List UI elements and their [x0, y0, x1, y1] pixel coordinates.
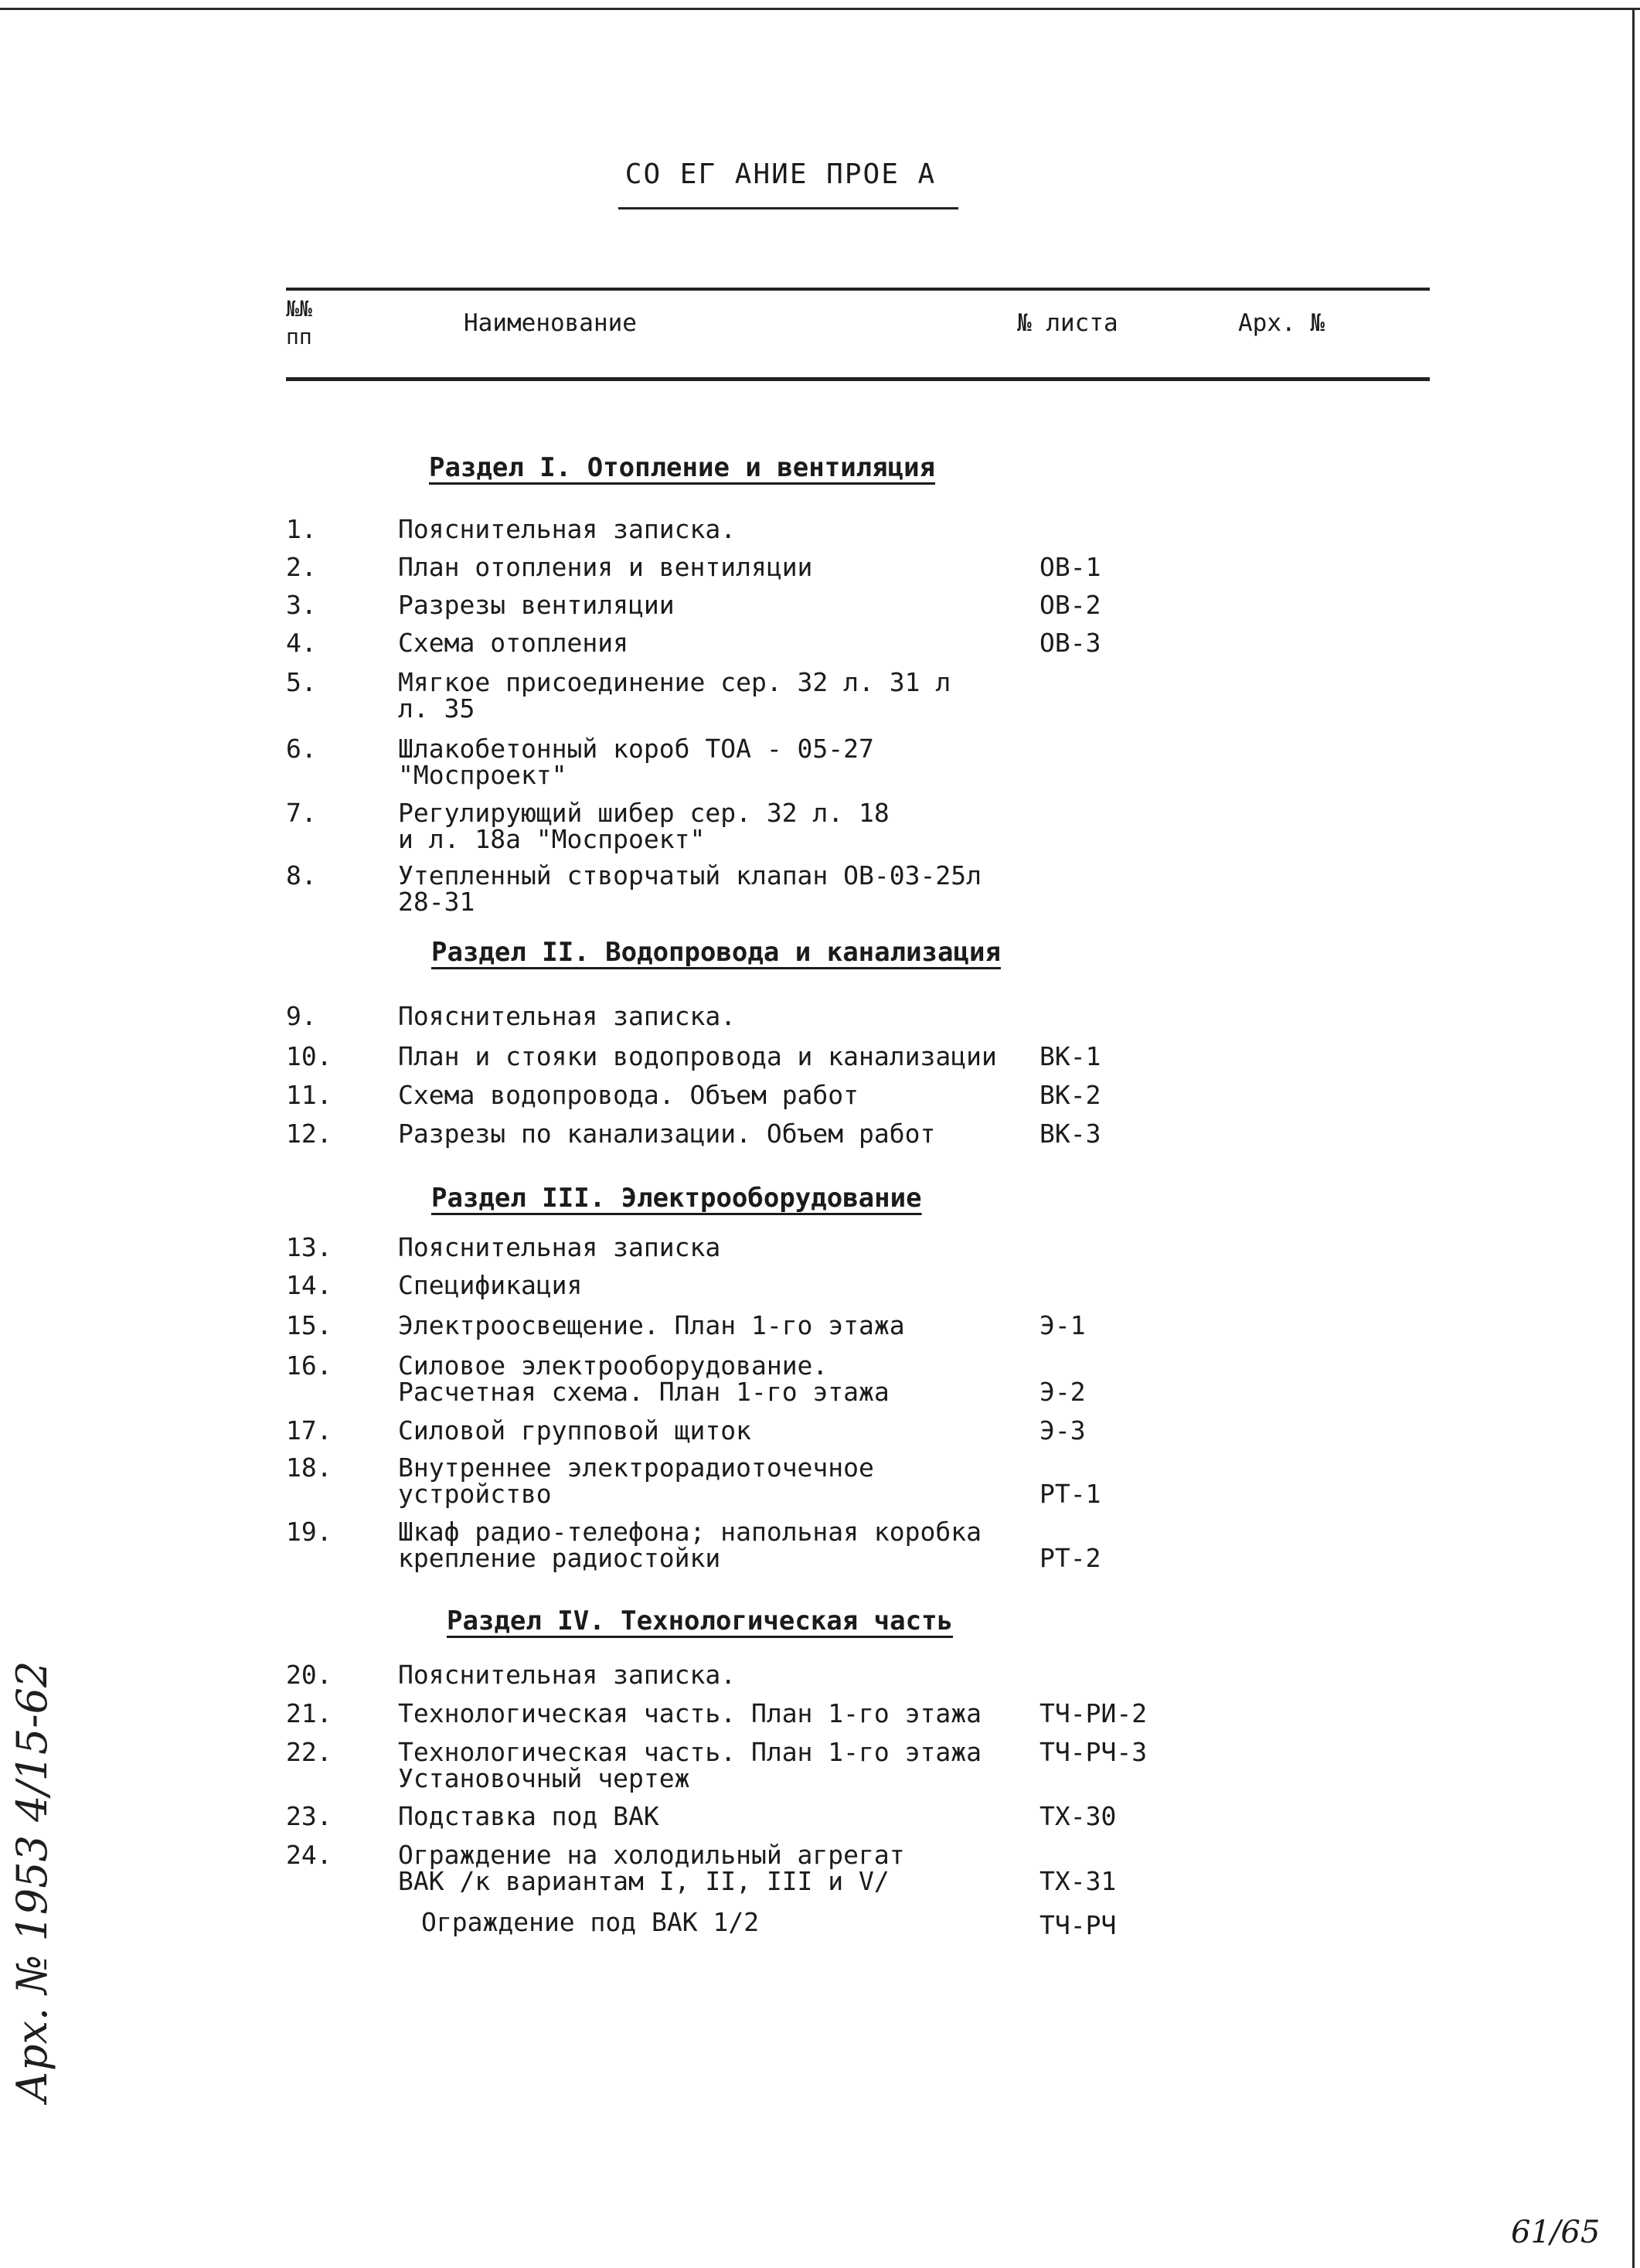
row-number: 19.	[286, 1517, 332, 1547]
row-name: Пояснительная записка	[398, 1232, 721, 1262]
row-number: 12.	[286, 1119, 332, 1149]
header-rule-bottom	[286, 377, 1430, 381]
section-title: Раздел II. Водопровода и канализация	[431, 937, 1001, 968]
row-name: Спецификация	[398, 1270, 583, 1300]
header-col-name: Наименование	[464, 309, 637, 337]
page-number: 61/65	[1511, 2215, 1601, 2250]
section-title: Раздел I. Отопление и вентиляция	[429, 452, 936, 483]
row-name: Ограждение на холодильный агрегат ВАК /к вариантам I, II, III и V/	[398, 1840, 905, 1896]
document-title: СО ЕГ АНИЕ ПРОЕ А	[624, 158, 937, 190]
row-number: 11.	[286, 1080, 332, 1110]
row-sheet: РТ-2	[1039, 1543, 1101, 1573]
row-sheet: ОВ-3	[1039, 628, 1101, 658]
section-title: Раздел III. Электрооборудование	[431, 1183, 922, 1214]
row-number: 18.	[286, 1452, 332, 1483]
row-name: Силовое электрооборудование. Расчетная схема. План 1-го этажа	[398, 1350, 890, 1407]
row-name: Схема водопровода. Объем работ	[398, 1080, 859, 1110]
row-name: Ограждение под ВАК 1/2	[421, 1907, 760, 1937]
row-number: 21.	[286, 1698, 332, 1728]
row-number: 15.	[286, 1310, 332, 1340]
row-name: Пояснительная записка.	[398, 1660, 737, 1690]
header-rule-top	[286, 288, 1430, 291]
row-sheet: Э-1	[1039, 1310, 1086, 1340]
page-border-right	[1632, 8, 1635, 2268]
archive-stamp: Арх. № 1953 4/15-62	[8, 1660, 56, 2103]
row-number: 8.	[286, 860, 317, 891]
row-name: Мягкое присоединение сер. 32 л. 31 л л. 35	[398, 667, 951, 724]
row-sheet: ОВ-1	[1039, 552, 1101, 582]
row-sheet: ТХ-31	[1039, 1866, 1117, 1896]
row-sheet: ОВ-2	[1039, 590, 1101, 620]
row-name: Пояснительная записка.	[398, 1001, 737, 1031]
row-name: Электроосвещение. План 1-го этажа	[398, 1310, 905, 1340]
row-name: План и стояки водопровода и канализации	[398, 1041, 997, 1071]
row-sheet: Э-2	[1039, 1377, 1086, 1407]
row-number: 17.	[286, 1415, 332, 1446]
row-name: Шкаф радио-телефона; напольная коробка крепление радиостойки	[398, 1517, 982, 1573]
row-name: Разрезы по канализации. Объем работ	[398, 1119, 936, 1149]
row-number: 1.	[286, 514, 317, 544]
header-col-num: №№ пп	[286, 296, 312, 349]
row-name: Технологическая часть. План 1-го этажа Установочный чертеж	[398, 1737, 982, 1793]
row-number: 3.	[286, 590, 317, 620]
row-number: 4.	[286, 628, 317, 658]
header-col-sheet: № листа	[1017, 309, 1118, 337]
row-number: 14.	[286, 1270, 332, 1300]
header-col-arch: Арх. №	[1238, 309, 1325, 337]
row-number: 6.	[286, 734, 317, 764]
page-border-top	[0, 8, 1640, 10]
row-name: Технологическая часть. План 1-го этажа	[398, 1698, 982, 1728]
row-number: 5.	[286, 667, 317, 697]
row-sheet: РТ-1	[1039, 1479, 1101, 1509]
row-name: Регулирующий шибер сер. 32 л. 18 и л. 18а "Моспроект"	[398, 798, 890, 854]
row-name: Силовой групповой щиток	[398, 1415, 751, 1446]
row-sheet: ТЧ-РЧ-3	[1039, 1737, 1148, 1767]
section-title: Раздел IV. Технологическая часть	[447, 1606, 954, 1636]
row-number: 13.	[286, 1232, 332, 1262]
row-number: 23.	[286, 1801, 332, 1831]
title-underline	[618, 207, 958, 209]
row-sheet: ТЧ-РЧ	[1039, 1910, 1117, 1940]
row-name: Пояснительная записка.	[398, 514, 737, 544]
row-sheet: ВК-1	[1039, 1041, 1101, 1071]
row-number: 16.	[286, 1350, 332, 1381]
row-sheet: ТЧ-РИ-2	[1039, 1698, 1148, 1728]
row-name: Схема отопления	[398, 628, 629, 658]
row-number: 22.	[286, 1737, 332, 1767]
row-number: 2.	[286, 552, 317, 582]
row-sheet: Э-3	[1039, 1415, 1086, 1446]
row-name: Внутреннее электрорадиоточечное устройство	[398, 1452, 874, 1509]
row-sheet: ВК-3	[1039, 1119, 1101, 1149]
row-number: 9.	[286, 1001, 317, 1031]
row-name: Утепленный створчатый клапан ОВ-03-25л 28-31	[398, 860, 982, 917]
row-sheet: ТХ-30	[1039, 1801, 1117, 1831]
row-name: Разрезы вентиляции	[398, 590, 675, 620]
row-name: Шлакобетонный короб ТОА - 05-27 "Моспроект"	[398, 734, 874, 790]
row-number: 10.	[286, 1041, 332, 1071]
row-name: План отопления и вентиляции	[398, 552, 813, 582]
row-number: 7.	[286, 798, 317, 828]
row-number: 20.	[286, 1660, 332, 1690]
row-name: Подставка под ВАК	[398, 1801, 659, 1831]
row-number: 24.	[286, 1840, 332, 1870]
row-sheet: ВК-2	[1039, 1080, 1101, 1110]
